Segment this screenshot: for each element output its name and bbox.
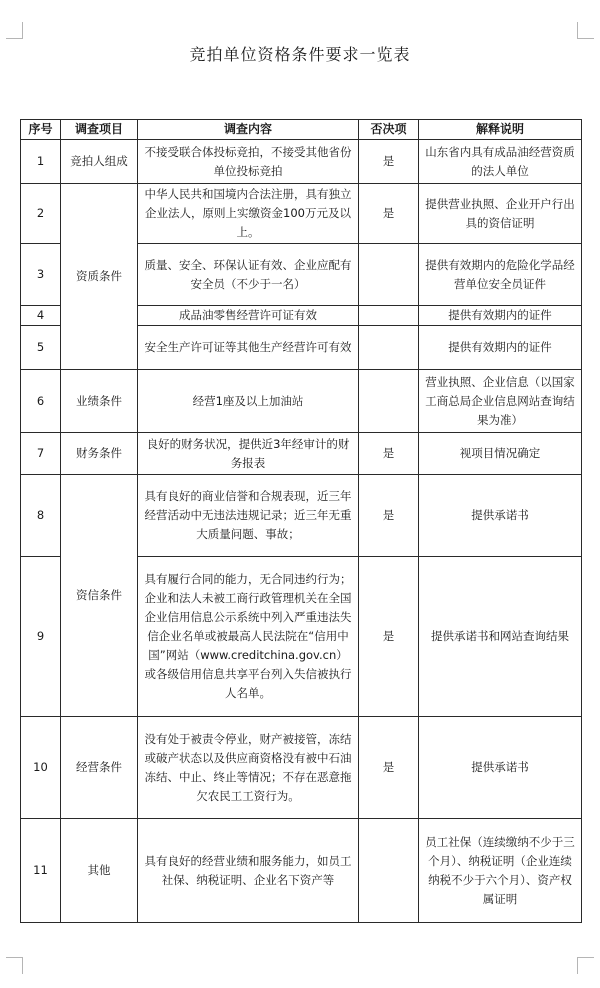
header-item: 调查项目 [61, 120, 138, 140]
row-content: 经营1座及以上加油站 [138, 370, 359, 433]
table-header-row [21, 120, 582, 140]
row-veto [359, 244, 419, 306]
row-no: 11 [21, 819, 61, 923]
row-content: 具有良好的经营业绩和服务能力，如员工社保、纳税证明、企业名下资产等 [138, 819, 359, 923]
header-note: 解释说明 [419, 120, 582, 140]
row-content: 良好的财务状况，提供近3年经审计的财务报表 [138, 433, 359, 475]
row-item: 资信条件 [61, 475, 138, 717]
row-content: 成品油零售经营许可证有效 [138, 306, 359, 326]
row-content: 中华人民共和国境内合法注册，具有独立企业法人，原则上实缴资金100万元及以上。 [138, 184, 359, 244]
corner-mark-bottom-left [6, 957, 23, 974]
qualification-table [20, 119, 582, 923]
row-veto: 是 [359, 433, 419, 475]
row-no: 2 [21, 184, 61, 244]
row-no: 3 [21, 244, 61, 306]
row-content: 没有处于被责令停业，财产被接管，冻结或破产状态以及供应商资格没有被中石油冻结、中止、终止等情况；不存在恶意拖欠农民工工资行为。 [138, 717, 359, 819]
row-no: 7 [21, 433, 61, 475]
corner-mark-top-right [577, 22, 594, 39]
row-veto [359, 306, 419, 326]
row-content: 安全生产许可证等其他生产经营许可有效 [138, 326, 359, 370]
corner-mark-bottom-right [577, 957, 594, 974]
table-row [21, 717, 582, 819]
row-note: 提供承诺书 [419, 475, 582, 557]
row-note: 提供有效期内的证件 [419, 306, 582, 326]
header-no: 序号 [21, 120, 61, 140]
row-veto: 是 [359, 475, 419, 557]
row-no: 4 [21, 306, 61, 326]
row-content: 具有履行合同的能力，无合同违约行为；企业和法人未被工商行政管理机关在全国企业信用信息公示系统中列入严重违法失信企业名单或被最高人民法院在“信用中国”网站（www.creditchina.gov.cn）或各级信用信息共享平台列入失信被执行人名单。 [138, 557, 359, 717]
table-row [21, 433, 582, 475]
table-row [21, 475, 582, 557]
row-item: 经营条件 [61, 717, 138, 819]
row-note: 提供营业执照、企业开户行出具的资信证明 [419, 184, 582, 244]
row-veto: 是 [359, 140, 419, 184]
table-row [21, 184, 582, 244]
row-content: 质量、安全、环保认证有效、企业应配有安全员（不少于一名） [138, 244, 359, 306]
row-veto [359, 326, 419, 370]
row-content: 具有良好的商业信誉和合规表现，近三年经营活动中无违法违规记录；近三年无重大质量问题、事故； [138, 475, 359, 557]
document-title: 竞拍单位资格条件要求一览表 [189, 45, 411, 64]
row-veto [359, 819, 419, 923]
row-veto: 是 [359, 557, 419, 717]
row-note: 提供承诺书 [419, 717, 582, 819]
header-content: 调查内容 [138, 120, 359, 140]
row-content: 不接受联合体投标竞拍，不接受其他省份单位投标竞拍 [138, 140, 359, 184]
row-note: 山东省内具有成品油经营资质的法人单位 [419, 140, 582, 184]
row-note: 视项目情况确定 [419, 433, 582, 475]
row-item: 财务条件 [61, 433, 138, 475]
row-veto: 是 [359, 717, 419, 819]
row-no: 8 [21, 475, 61, 557]
header-veto: 否决项 [359, 120, 419, 140]
row-veto [359, 370, 419, 433]
row-no: 10 [21, 717, 61, 819]
corner-mark-top-left [6, 22, 23, 39]
row-no: 6 [21, 370, 61, 433]
row-note: 提供有效期内的证件 [419, 326, 582, 370]
row-no: 9 [21, 557, 61, 717]
row-note: 提供有效期内的危险化学品经营单位安全员证件 [419, 244, 582, 306]
row-no: 5 [21, 326, 61, 370]
row-note: 营业执照、企业信息（以国家工商总局企业信息网站查询结果为准） [419, 370, 582, 433]
row-item: 资质条件 [61, 184, 138, 370]
row-item: 其他 [61, 819, 138, 923]
row-item: 业绩条件 [61, 370, 138, 433]
row-item: 竞拍人组成 [61, 140, 138, 184]
row-veto: 是 [359, 184, 419, 244]
row-no: 1 [21, 140, 61, 184]
row-note: 员工社保（连续缴纳不少于三个月）、纳税证明（企业连续纳税不少于六个月）、资产权属证明 [419, 819, 582, 923]
table-row [21, 370, 582, 433]
table-row [21, 140, 582, 184]
table-row [21, 819, 582, 923]
row-note: 提供承诺书和网站查询结果 [419, 557, 582, 717]
